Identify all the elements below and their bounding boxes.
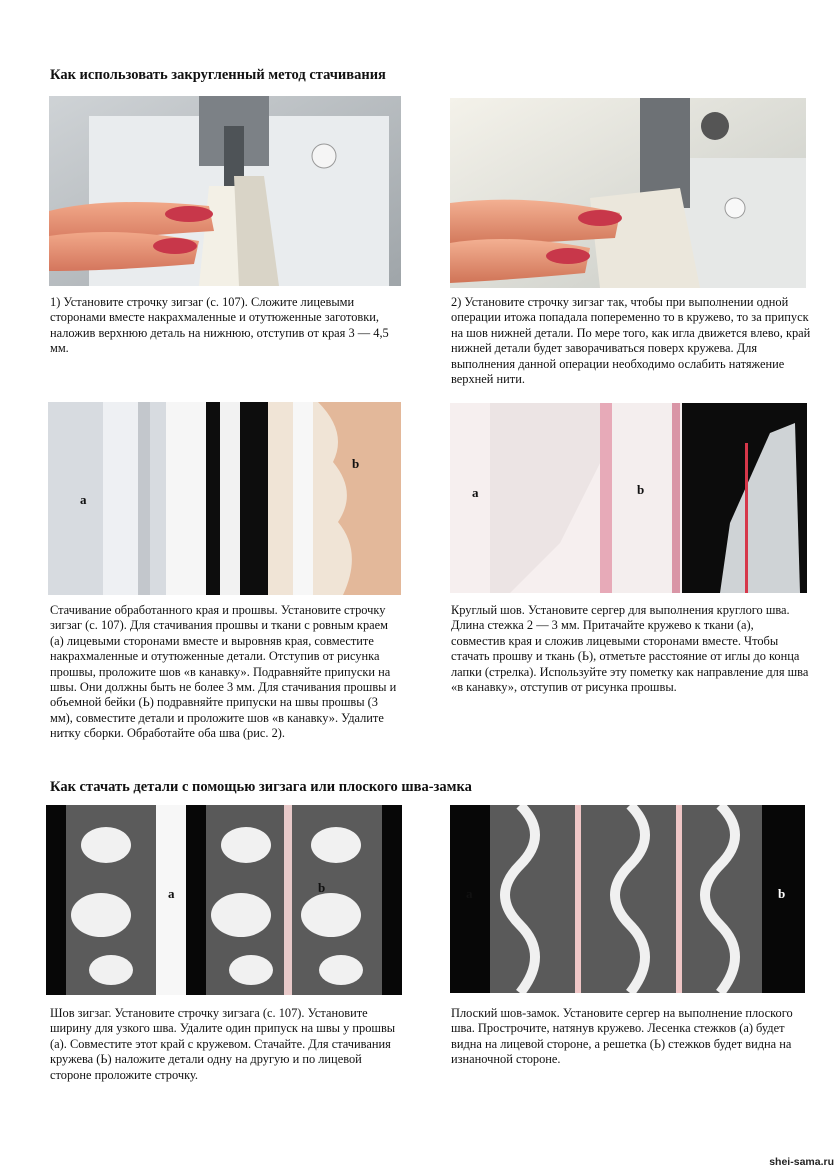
caption-flatlock-seam: Плоский шов-замок. Установите сергер на выполнение плоского шва. Прострочите, натянув кружево. Лесенка стежков (а) будет видна на лицевой стороне, а решетка (Ь) стежков будет видна на изнаночной стороне.: [451, 1006, 793, 1067]
caption-step-1: 1) Установите строчку зигзаг (с. 107). Сложите лицевыми сторонами вместе накрахмаленные и отутюженные заготовки, наложив верхнюю деталь на нижнюю, отступив от края 3 — 4,5 мм.: [50, 295, 389, 356]
photo5-letter-b: b: [318, 880, 326, 895]
photo6-letter-b: b: [778, 886, 786, 901]
photo-zigzag-lace: [46, 805, 402, 995]
photo6-letter-a: a: [466, 886, 473, 901]
footer-site-name: shei-sama.ru: [769, 1156, 834, 1168]
caption-edge-insertion: Стачивание обработанного края и прошвы. Установите строчку зигзаг (с. 107). Для стачивания прошвы и ткани с ровным краем (а) лицевыми сторонами вместе и выровняв края, совместите накрахмаленные и отутюженные детали. Отступив от рисунка прошвы, проложите шов «в канавку». Подравняйте припуски на швы. Они должны быть не более 3 мм. Для стачивания прошвы и объемной бейки (Ь) подравняйте припуски на швы прошвы (3 мм), совместите детали и проложите шов «в канавку». Удалите нитку сборки. Обработайте оба шва (рис. 2).: [50, 603, 397, 741]
photo5-letter-a: a: [168, 886, 175, 901]
caption-step-2: 2) Установите строчку зигзаг так, чтобы при выполнении одной операции итожа попадала попеременно то в кружево, то за припуск на шов нижней детали. По мере того, как игла движется влево, край нижней детали будет заворачиваться поверх кружева. Для выполнения данной операции необходимо ослабить натяжение верхней нити.: [451, 295, 811, 387]
photo4-letter-b: b: [637, 482, 645, 497]
photo4-letter-a: a: [472, 485, 479, 500]
photo-sewing-machine-1: [49, 96, 401, 286]
caption-round-seam: Круглый шов. Установите сергер для выполнения круглого шва. Длина стежка 2 — 3 мм. Притачайте кружево к ткани (а), совместив края и сложив лицевыми сторонами вместе. Чтобы стачать прошву и ткань (Ь), отметьте расстояние от иглы до конца лапки (стрелка). Используйте эту пометку как направление для шва «в канавку», отступив от рисунка прошвы.: [451, 603, 809, 695]
photo3-letter-b: b: [352, 456, 360, 471]
photo3-letter-a: a: [80, 492, 87, 507]
section-heading-rounded-method: Как использовать закругленный метод стачивания: [50, 67, 386, 83]
section-heading-zigzag-flatlock: Как стачать детали с помощью зигзага или плоского шва-замка: [50, 779, 472, 795]
photo-flatlock-lace: [450, 805, 805, 993]
caption-zigzag-seam: Шов зигзаг. Установите строчку зигзага (с. 107). Установите ширину для узкого шва. Удалите один припуск на швы у прошвы (а). Совместите этот край с кружевом. Стачайте. Для стачивания кружева (Ь) наложите детали одну на другую и по лицевой стороне проложите строчку.: [50, 1006, 396, 1082]
photo-sewing-machine-2: [450, 98, 806, 288]
photo-round-seam: [450, 403, 807, 593]
photo-insertion-seams: [48, 402, 401, 595]
